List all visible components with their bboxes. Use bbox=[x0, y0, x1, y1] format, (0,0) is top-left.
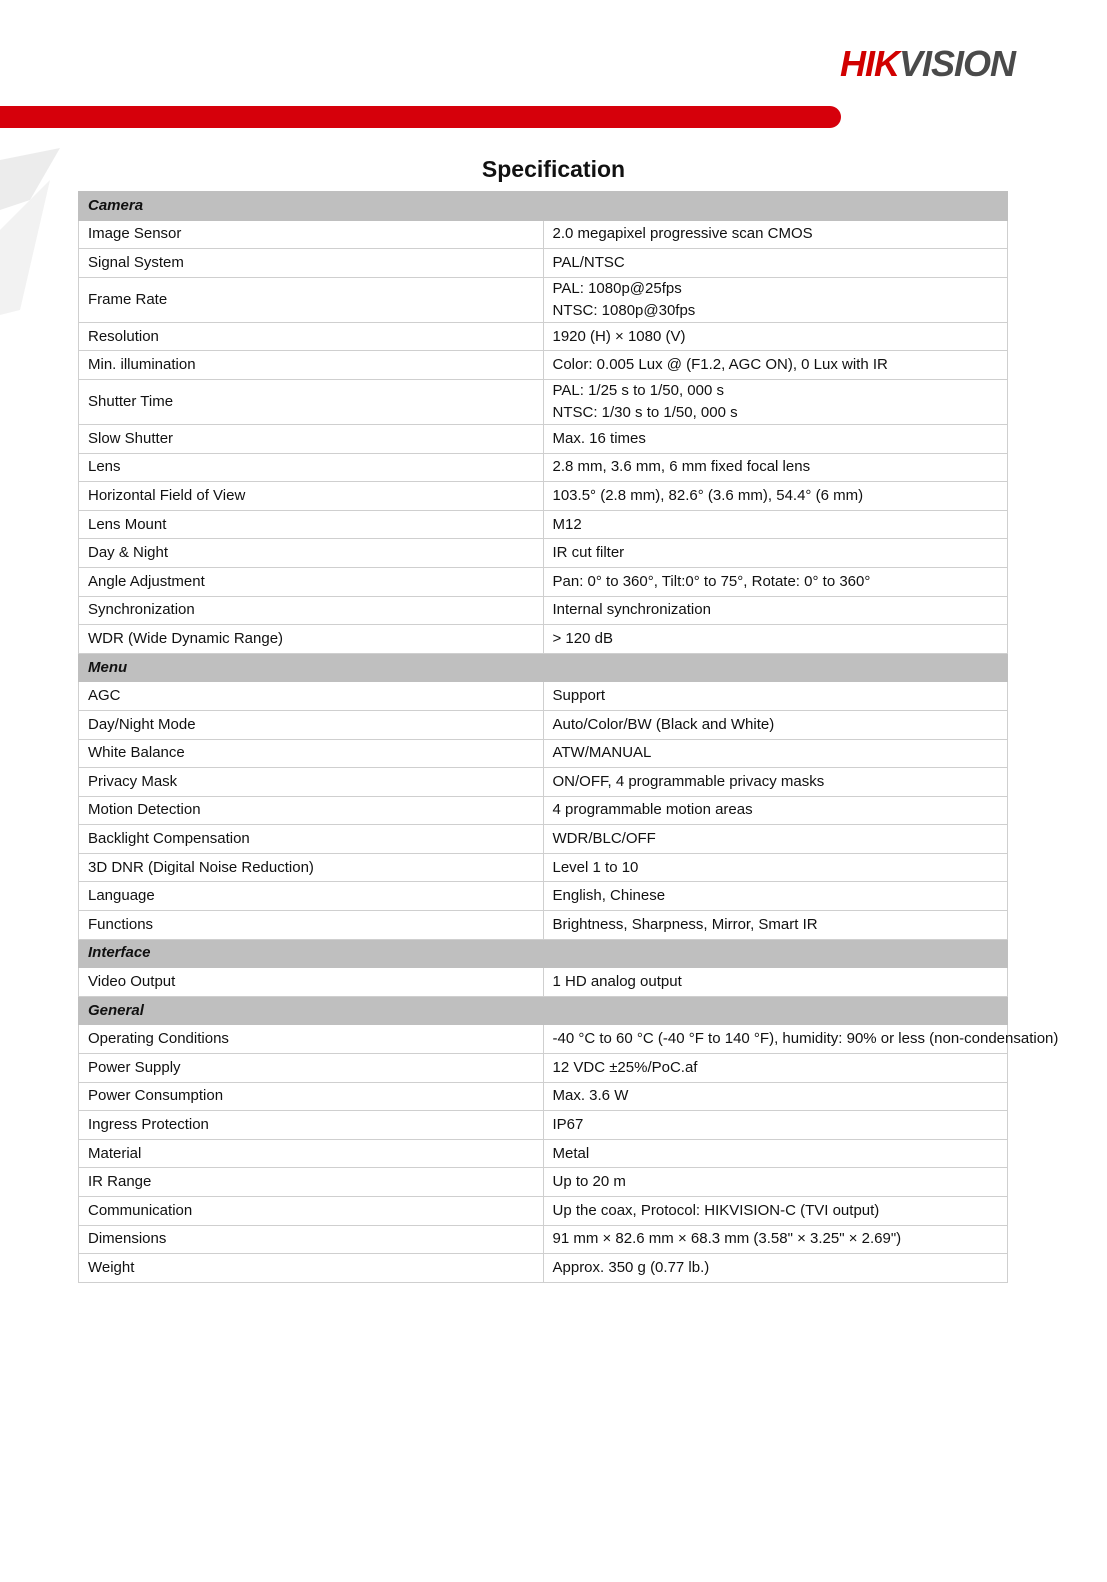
spec-value-line: 2.0 megapixel progressive scan CMOS bbox=[552, 225, 813, 243]
spec-row bbox=[79, 882, 1008, 911]
spec-value bbox=[543, 768, 1008, 797]
spec-value-line: Support bbox=[552, 687, 606, 705]
spec-value-line: PAL: 1080p@25fps bbox=[552, 279, 682, 297]
section-header-camera bbox=[79, 192, 1008, 221]
hikvision-logo bbox=[840, 44, 1015, 84]
spec-value bbox=[543, 351, 1008, 380]
spec-value bbox=[543, 567, 1008, 596]
spec-value-line: WDR/BLC/OFF bbox=[552, 830, 656, 848]
spec-label: Power Supply bbox=[79, 1054, 544, 1083]
spec-label: Day & Night bbox=[79, 539, 544, 568]
spec-row bbox=[79, 825, 1008, 854]
spec-value bbox=[543, 539, 1008, 568]
logo-vision: VISION bbox=[899, 43, 1016, 84]
spec-value bbox=[543, 796, 1008, 825]
spec-value-line: NTSC: 1080p@30fps bbox=[552, 301, 696, 319]
logo-hik: HIK bbox=[840, 43, 899, 84]
spec-label: Motion Detection bbox=[79, 796, 544, 825]
spec-label: Lens Mount bbox=[79, 510, 544, 539]
spec-row bbox=[79, 482, 1008, 511]
spec-value bbox=[543, 482, 1008, 511]
spec-row bbox=[79, 853, 1008, 882]
spec-value bbox=[543, 882, 1008, 911]
spec-value-line: Up the coax, Protocol: HIKVISION-C (TVI output) bbox=[552, 1201, 880, 1219]
spec-value-line: 91 mm × 82.6 mm × 68.3 mm (3.58" × 3.25" × 2.69") bbox=[552, 1230, 902, 1248]
spec-row bbox=[79, 739, 1008, 768]
spec-row bbox=[79, 249, 1008, 278]
spec-label: Video Output bbox=[79, 968, 544, 997]
spec-value bbox=[543, 453, 1008, 482]
spec-label: Operating Conditions bbox=[79, 1025, 544, 1054]
spec-value-line: PAL: 1/25 s to 1/50, 000 s bbox=[552, 381, 725, 399]
spec-label: Angle Adjustment bbox=[79, 567, 544, 596]
spec-label: Communication bbox=[79, 1197, 544, 1226]
specification-table bbox=[78, 191, 1059, 1283]
spec-value bbox=[543, 596, 1008, 625]
spec-value-line: 103.5° (2.8 mm), 82.6° (3.6 mm), 54.4° (6 mm) bbox=[552, 486, 864, 504]
spec-value-line: 1920 (H) × 1080 (V) bbox=[552, 327, 686, 345]
spec-value-line: 12 VDC ±25%/PoC.af bbox=[552, 1058, 698, 1076]
spec-row bbox=[79, 277, 1008, 322]
spec-label: White Balance bbox=[79, 739, 544, 768]
spec-row bbox=[79, 1025, 1008, 1054]
spec-value bbox=[543, 249, 1008, 278]
spec-row bbox=[79, 911, 1008, 940]
spec-row bbox=[79, 1168, 1008, 1197]
spec-row bbox=[79, 625, 1008, 654]
spec-label: Dimensions bbox=[79, 1225, 544, 1254]
spec-row bbox=[79, 1054, 1008, 1083]
spec-value-line: > 120 dB bbox=[552, 629, 613, 647]
spec-value bbox=[543, 1139, 1008, 1168]
spec-value bbox=[543, 1025, 1059, 1054]
spec-value-line: M12 bbox=[552, 515, 582, 533]
spec-value bbox=[543, 379, 1008, 424]
spec-row bbox=[79, 1139, 1008, 1168]
section-header-general bbox=[79, 996, 1008, 1025]
spec-label: WDR (Wide Dynamic Range) bbox=[79, 625, 544, 654]
spec-value bbox=[543, 968, 1008, 997]
spec-label: Privacy Mask bbox=[79, 768, 544, 797]
spec-value bbox=[543, 1054, 1008, 1083]
spec-value-line: ATW/MANUAL bbox=[552, 744, 652, 762]
spec-row bbox=[79, 1111, 1008, 1140]
spec-value-line: Pan: 0° to 360°, Tilt:0° to 75°, Rotate: 0° to 360° bbox=[552, 572, 871, 590]
spec-row bbox=[79, 424, 1008, 453]
spec-value-line: NTSC: 1/30 s to 1/50, 000 s bbox=[552, 403, 738, 421]
spec-label: 3D DNR (Digital Noise Reduction) bbox=[79, 853, 544, 882]
spec-label: Signal System bbox=[79, 249, 544, 278]
spec-value bbox=[543, 322, 1008, 351]
spec-value-line: IR cut filter bbox=[552, 544, 625, 562]
section-title: General bbox=[79, 996, 1008, 1025]
spec-row bbox=[79, 968, 1008, 997]
spec-row bbox=[79, 1254, 1008, 1283]
spec-row bbox=[79, 1082, 1008, 1111]
spec-value bbox=[543, 853, 1008, 882]
spec-row bbox=[79, 768, 1008, 797]
spec-value bbox=[543, 1111, 1008, 1140]
spec-label: Resolution bbox=[79, 322, 544, 351]
spec-value-line: PAL/NTSC bbox=[552, 253, 625, 271]
spec-value-line: 2.8 mm, 3.6 mm, 6 mm fixed focal lens bbox=[552, 458, 811, 476]
spec-value bbox=[543, 424, 1008, 453]
spec-value bbox=[543, 220, 1008, 249]
spec-value bbox=[543, 1168, 1008, 1197]
spec-row bbox=[79, 796, 1008, 825]
spec-value bbox=[543, 1225, 1008, 1254]
spec-value bbox=[543, 1254, 1008, 1283]
spec-row bbox=[79, 710, 1008, 739]
spec-value-line: IP67 bbox=[552, 1116, 584, 1134]
spec-label: Shutter Time bbox=[79, 379, 544, 424]
spec-value bbox=[543, 1197, 1008, 1226]
spec-value-line: Auto/Color/BW (Black and White) bbox=[552, 715, 775, 733]
spec-label: Slow Shutter bbox=[79, 424, 544, 453]
spec-label: Power Consumption bbox=[79, 1082, 544, 1111]
spec-value-line: English, Chinese bbox=[552, 887, 666, 905]
section-title: Menu bbox=[79, 653, 1008, 682]
spec-value bbox=[543, 1082, 1008, 1111]
spec-value bbox=[543, 739, 1008, 768]
spec-label: Language bbox=[79, 882, 544, 911]
spec-label: Material bbox=[79, 1139, 544, 1168]
spec-value bbox=[543, 277, 1008, 322]
spec-value-line: Approx. 350 g (0.77 lb.) bbox=[552, 1258, 710, 1276]
spec-row bbox=[79, 453, 1008, 482]
section-header-interface bbox=[79, 939, 1008, 968]
spec-value bbox=[543, 710, 1008, 739]
spec-value-line: ON/OFF, 4 programmable privacy masks bbox=[552, 772, 825, 790]
spec-value-line: Internal synchronization bbox=[552, 601, 711, 619]
spec-label: AGC bbox=[79, 682, 544, 711]
spec-value-line: Brightness, Sharpness, Mirror, Smart IR bbox=[552, 915, 818, 933]
spec-value bbox=[543, 510, 1008, 539]
spec-row bbox=[79, 596, 1008, 625]
spec-row bbox=[79, 510, 1008, 539]
spec-label: Horizontal Field of View bbox=[79, 482, 544, 511]
spec-value-line: 4 programmable motion areas bbox=[552, 801, 753, 819]
spec-value bbox=[543, 682, 1008, 711]
brand-red-bar bbox=[0, 106, 841, 128]
spec-row bbox=[79, 682, 1008, 711]
spec-label: Day/Night Mode bbox=[79, 710, 544, 739]
spec-label: Backlight Compensation bbox=[79, 825, 544, 854]
spec-label: Frame Rate bbox=[79, 277, 544, 322]
section-title: Interface bbox=[79, 939, 1008, 968]
spec-row bbox=[79, 220, 1008, 249]
spec-row bbox=[79, 1225, 1008, 1254]
spec-row bbox=[79, 379, 1008, 424]
spec-value-line: Max. 16 times bbox=[552, 429, 646, 447]
spec-value-line: Up to 20 m bbox=[552, 1173, 626, 1191]
spec-value-line: Level 1 to 10 bbox=[552, 858, 639, 876]
spec-row bbox=[79, 351, 1008, 380]
spec-row bbox=[79, 567, 1008, 596]
spec-value bbox=[543, 625, 1008, 654]
spec-value-line: Max. 3.6 W bbox=[552, 1087, 629, 1105]
spec-value-line: Metal bbox=[552, 1144, 590, 1162]
section-title: Camera bbox=[79, 192, 1008, 221]
page-title: Specification bbox=[481, 156, 626, 182]
spec-label: Ingress Protection bbox=[79, 1111, 544, 1140]
spec-label: Synchronization bbox=[79, 596, 544, 625]
spec-label: Weight bbox=[79, 1254, 544, 1283]
spec-value-line: 1 HD analog output bbox=[552, 973, 682, 991]
spec-row bbox=[79, 1197, 1008, 1226]
section-header-menu bbox=[79, 653, 1008, 682]
spec-value-line: -40 °C to 60 °C (-40 °F to 140 °F), humidity: 90% or less (non-condensation) bbox=[552, 1030, 1059, 1048]
spec-label: Functions bbox=[79, 911, 544, 940]
spec-row bbox=[79, 539, 1008, 568]
spec-label: Min. illumination bbox=[79, 351, 544, 380]
spec-label: Image Sensor bbox=[79, 220, 544, 249]
spec-value bbox=[543, 911, 1008, 940]
spec-row bbox=[79, 322, 1008, 351]
spec-label: IR Range bbox=[79, 1168, 544, 1197]
spec-label: Lens bbox=[79, 453, 544, 482]
spec-value-line: Color: 0.005 Lux @ (F1.2, AGC ON), 0 Lux with IR bbox=[552, 356, 888, 374]
spec-value bbox=[543, 825, 1008, 854]
